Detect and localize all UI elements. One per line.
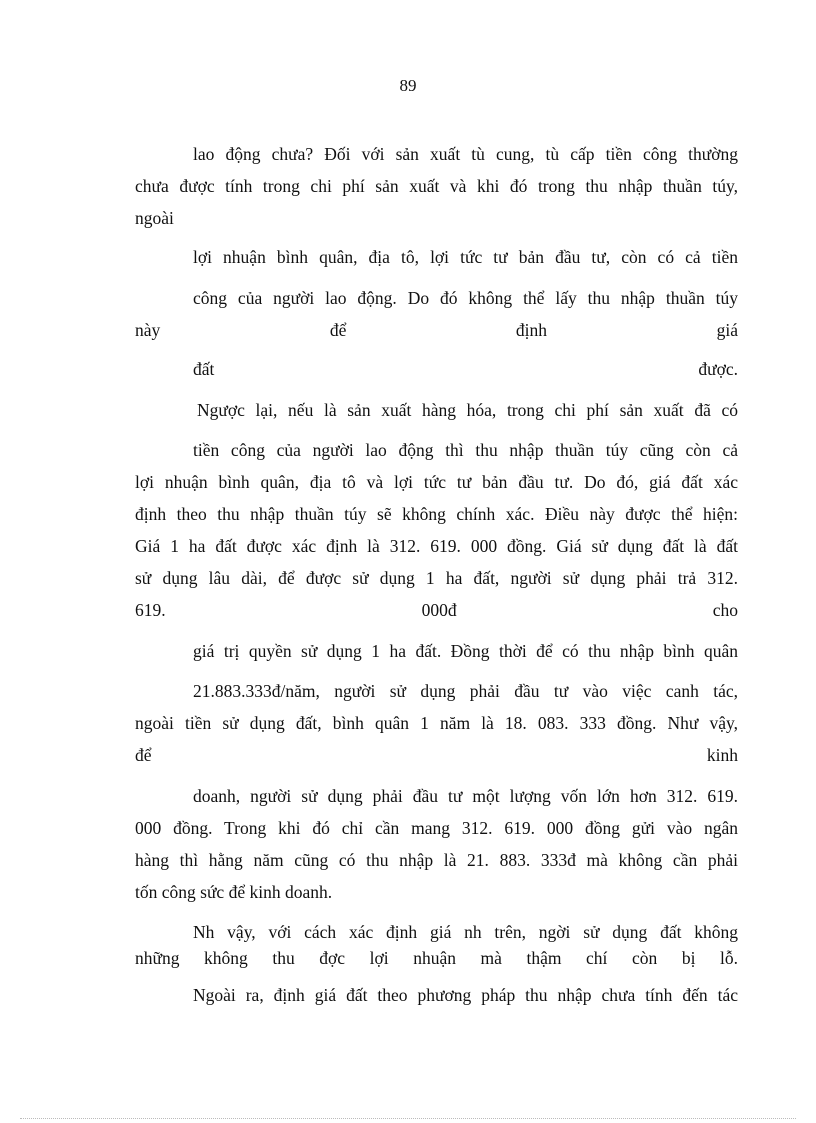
text-line: Ngược lại, nếu là sản xuất hàng hóa, trong chi phí sản xuất đã có — [197, 400, 738, 420]
text-line — [135, 744, 738, 766]
text-line: Ngoài ra, định giá đất theo phương pháp thu nhập chưa tính đến tác — [193, 985, 738, 1005]
text-line: tốn công sức để kinh doanh. — [135, 882, 333, 902]
footer-divider — [20, 1118, 796, 1119]
text-line: chưa được tính trong chi phí sản xuất và khi đó trong thu nhập thuần túy, — [135, 176, 738, 196]
word: được. — [698, 359, 738, 379]
word: cho — [712, 600, 738, 620]
text-line — [135, 599, 738, 621]
word: giá — [716, 320, 738, 340]
word: kinh — [706, 745, 738, 765]
text-line: hàng thì hằng năm cũng có thu nhập là 21. 883. 333đ mà không cần phải — [135, 850, 738, 870]
word: để — [329, 320, 347, 340]
text-line: 21.883.333đ/năm, người sử dụng phải đầu tư vào việc canh tác, — [193, 681, 738, 701]
word: 619. — [135, 600, 166, 620]
text-line: những không thu đợc lợi nhuận mà thậm chí còn bị lỗ. — [135, 948, 738, 968]
text-line — [135, 319, 738, 341]
word: này — [135, 320, 161, 340]
word: định — [515, 320, 548, 340]
text-line: sử dụng lâu dài, để được sử dụng 1 ha đất, người sử dụng phải trả 312. — [135, 568, 738, 588]
text-line: Nh vậy, với cách xác định giá nh trên, ngời sử dụng đất không — [193, 922, 738, 942]
text-line: doanh, người sử dụng phải đầu tư một lượng vốn lớn hơn 312. 619. — [193, 786, 738, 806]
word: 000đ — [421, 600, 457, 620]
text-line: tiền công của người lao động thì thu nhập thuần túy cũng còn cả — [193, 440, 738, 460]
text-line: công của người lao động. Do đó không thể lấy thu nhập thuần túy — [193, 288, 738, 308]
text-line: giá trị quyền sử dụng 1 ha đất. Đồng thời để có thu nhập bình quân — [193, 641, 738, 661]
text-line: Giá 1 ha đất được xác định là 312. 619. 000 đồng. Giá sử dụng đất là đất — [135, 536, 738, 556]
text-line: lợi nhuận bình quân, địa tô, lợi tức tư bản đầu tư, còn có cả tiền — [193, 247, 738, 267]
text-line: ngoài tiền sử dụng đất, bình quân 1 năm là 18. 083. 333 đồng. Như vậy, — [135, 713, 738, 733]
page-number: 89 — [399, 76, 417, 95]
word: đất — [193, 359, 215, 379]
text-line: lao động chưa? Đối với sản xuất tù cung, tù cấp tiền công thường — [193, 144, 738, 164]
text-line: 000 đồng. Trong khi đó chỉ cần mang 312. 619. 000 đồng gửi vào ngân — [135, 818, 738, 838]
text-line: ngoài — [135, 208, 174, 228]
text-line: lợi nhuận bình quân, địa tô và lợi tức tư bản đầu tư. Do đó, giá đất xác — [135, 472, 738, 492]
word: để — [135, 745, 152, 765]
text-line: định theo thu nhập thuần túy sẽ không chính xác. Điều này được thể hiện: — [135, 504, 738, 524]
text-line — [193, 358, 738, 380]
